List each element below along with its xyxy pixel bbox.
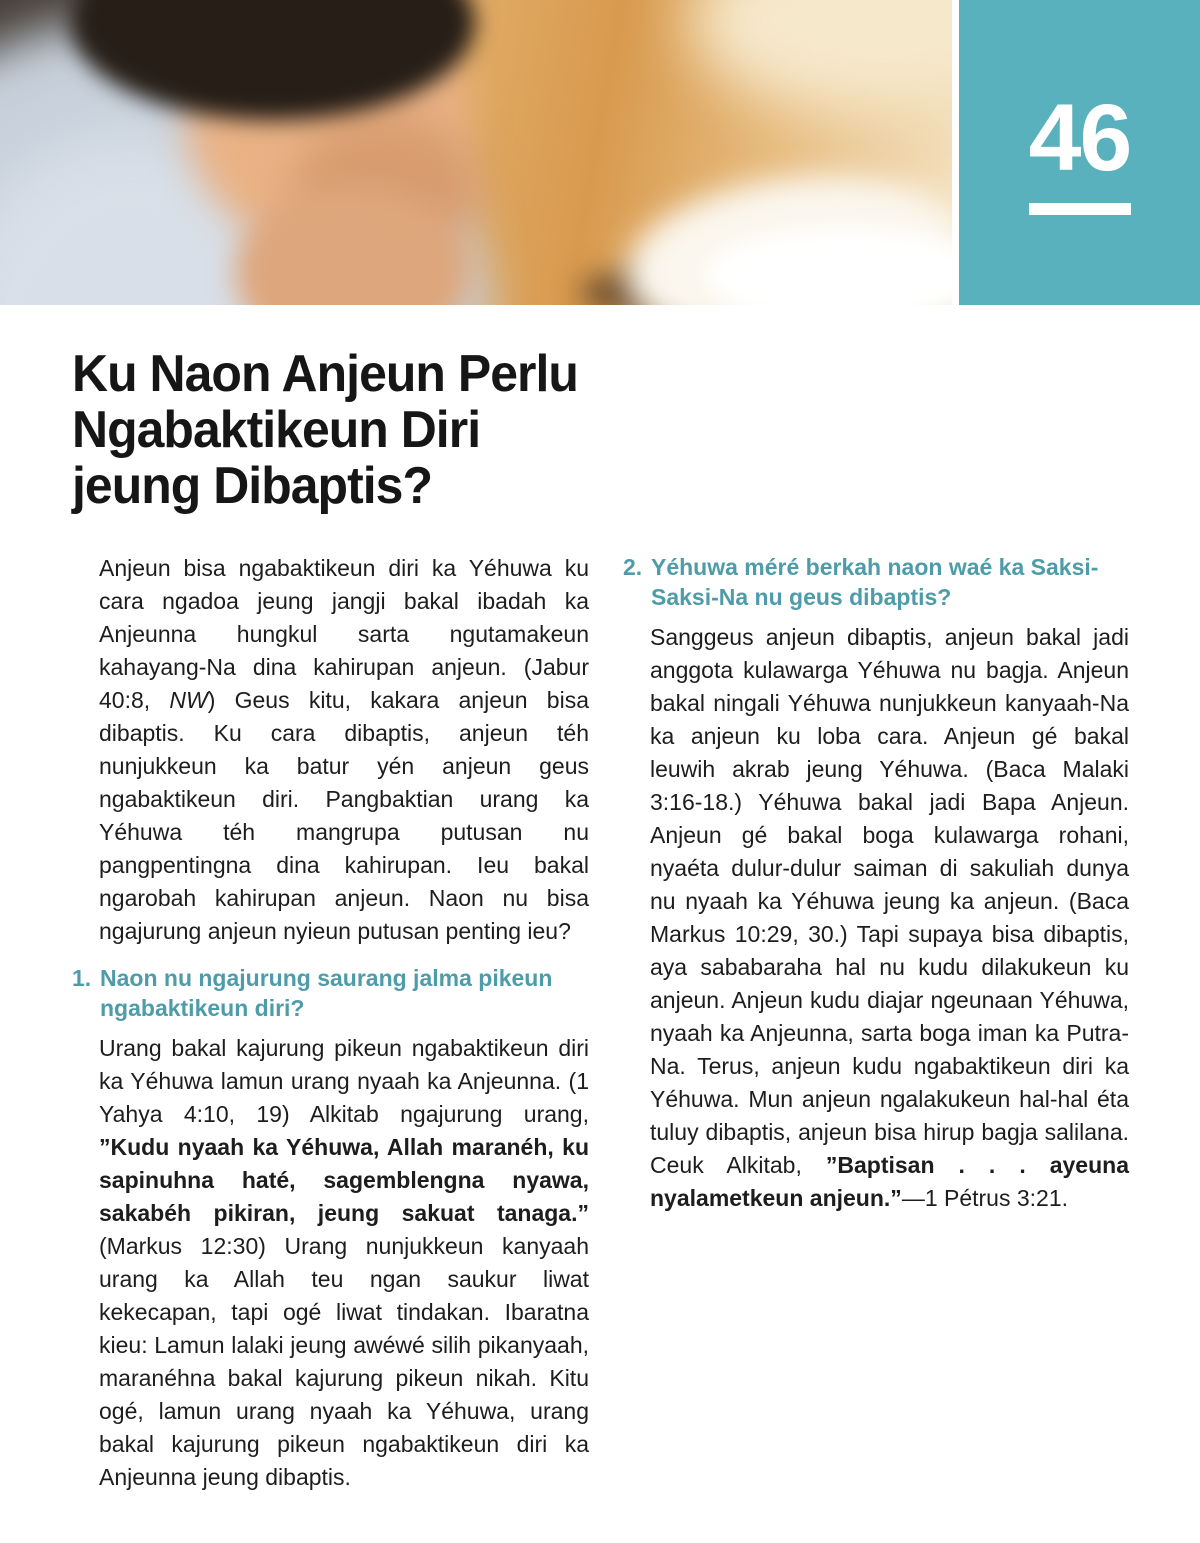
section-2-heading-text: Yéhuwa méré berkah naon waé ka Saksi-Saksi-Na nu geus dibaptis? (651, 554, 1099, 610)
hero-photo (0, 0, 952, 305)
section-2-heading (623, 552, 1129, 612)
page-title-line-1: Ku Naon Anjeun Perlu (72, 345, 578, 403)
section-1 (72, 963, 589, 1494)
right-column (623, 552, 1129, 1215)
section-2-paragraph: Sanggeus anjeun dibaptis, anjeun bakal jadi anggota kulawarga Yéhuwa nu bagja. Anjeun bakal ningali Yéhuwa nunjukkeun kanyaah-Na ka anjeun ku loba cara. Anjeun gé bakal leuwih akrab jeung Yéhuwa. (Baca Malaki 3:16-18.) Yéhuwa bakal jadi Bapa Anjeun. Anjeun gé bakal boga kulawarga rohani, nyaéta dulur-dulur saiman di sakuliah dunya nu nyaah ka Yéhuwa jeung ka anjeun. (Baca Markus 10:29, 30.) Tapi supaya bisa dibaptis, aya sababaraha hal nu kudu dilakukeun ku anjeun. Anjeun kudu diajar ngeunaan Yéhuwa, nyaah ka Anjeunna, sarta boga iman ka Putra-Na. Terus, anjeun kudu ngabaktikeun diri ka Yéhuwa. Mun anjeun ngalakukeun hal-hal éta tuluy dibaptis, anjeun bisa hirup bagja salilana. Ceuk Alkitab, ”Baptisan . . . ayeuna nyalametkeun anjeun.”—1 Pétrus 3:21. (650, 624, 1129, 1211)
page-title-line-3: jeung Dibaptis? (72, 457, 432, 515)
lesson-number: 46 (1028, 85, 1131, 191)
section-1-number: 1. (72, 965, 92, 991)
intro-paragraph: Anjeun bisa ngabaktikeun diri ka Yéhuwa ku cara ngadoa jeung jangji bakal ibadah ka Anjeunna hungkul sarta ngutamakeun kahayang-Na dina kahirupan anjeun. (Jabur 40:8, NW) Geus kitu, kakara anjeun bisa dibaptis. Ku cara dibaptis, anjeun téh nunjukkeun ka batur yén anjeun geus ngabaktikeun diri. Pangbaktian urang ka Yéhuwa téh mangrupa putusan nu pangpentingna dina kahirupan. Ieu bakal ngarobah kahirupan anjeun. Naon nu bisa ngajurung anjeun nyieun putusan penting ieu? (99, 555, 589, 944)
page-title (72, 346, 686, 514)
page-title-line-2: Ngabaktikeun Diri (72, 401, 481, 459)
photo-light-glow (690, 0, 952, 110)
lesson-number-underline (1029, 203, 1131, 215)
left-column (72, 552, 589, 1494)
section-2 (623, 552, 1129, 1215)
section-1-paragraph: Urang bakal kajurung pikeun ngabaktikeun diri ka Yéhuwa lamun urang nyaah ka Anjeunna. (1 Yahya 4:10, 19) Alkitab ngajurung urang, ”Kudu nyaah ka Yéhuwa, Allah maranéh, ku sapinuhna haté, sagemblengna nyawa, sakabéh pikiran, jeung sakuat tanaga.” (Markus 12:30) Urang nunjukkeun kanyaah urang ka Allah teu ngan saukur liwat kekecapan, tapi ogé liwat tindakan. Ibaratna kieu: Lamun lalaki jeung awéwé silih pikanyaah, maranéhna bakal kajurung pikeun nikah. Kitu ogé, lamun urang nyaah ka Yéhuwa, urang bakal kajurung pikeun ngabaktikeun diri ka Anjeunna jeung dibaptis. (99, 1035, 589, 1490)
section-1-heading-text: Naon nu ngajurung saurang jalma pikeun ngabaktikeun diri? (100, 965, 553, 1021)
lesson-number-badge (959, 0, 1200, 305)
section-2-number: 2. (623, 554, 643, 580)
section-1-heading (72, 963, 589, 1023)
